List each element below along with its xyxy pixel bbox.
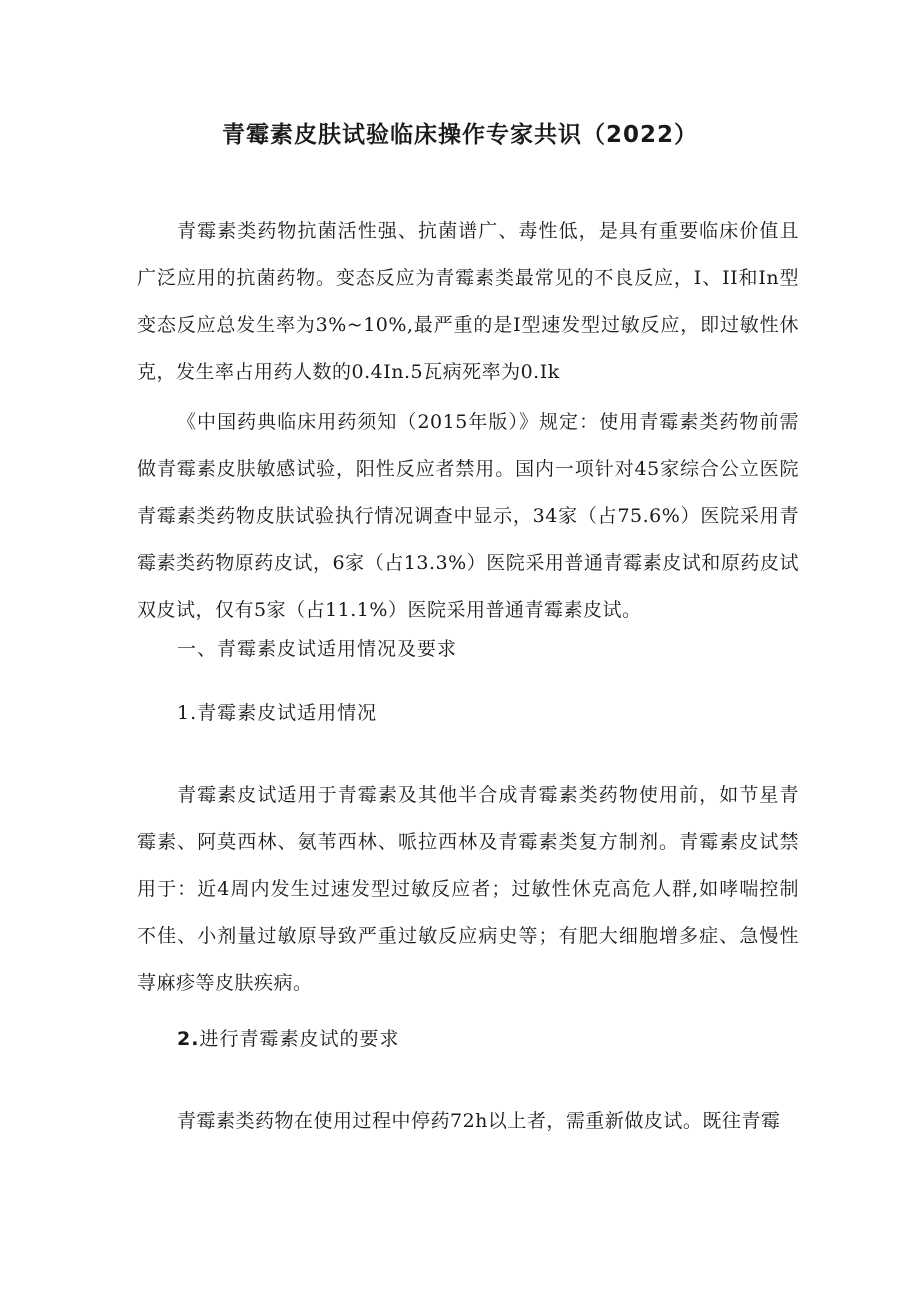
pharmacopoeia-paragraph: 《中国药典临床用药须知（2015年版）》规定：使用青霉素类药物前需做青霉素皮肤敏感试验，阳性反应者禁用。国内一项针对45家综合公立医院青霉素类药物皮肤试验执行情况调查中显示，34家（占75.6%）医院采用青霉素类药物原药皮试，6家（占13.3%）医院采用普通青霉素皮试和原药皮试双皮试，仅有5家（占11.1%）医院采用普通青霉素皮试。 [137,411,799,621]
subsection-heading-text: 进行青霉素皮试的要求 [199,1028,400,1050]
section-heading-1: 一、青霉素皮试适用情况及要求 [177,638,458,660]
document-title: 青霉素皮肤试验临床操作专家共识（2022） [221,122,698,148]
subsection-number: 2. [177,1028,200,1050]
indications-paragraph: 青霉素皮试适用于青霉素及其他半合成青霉素类药物使用前，如节星青霉素、阿莫西林、氨苇西林、哌拉西林及青霉素类复方制剂。青霉素皮试禁用于：近4周内发生过速发型过敏反应者；过敏性休克高危人群,如哮喘控制不佳、小剂量过敏原导致严重过敏反应病史等；有肥大细胞增多症、急慢性荨麻疹等皮肤疾病。 [137,784,799,994]
subsection-heading-1-2 [177,1024,399,1054]
subsection-heading-1-1: 1.青霉素皮试适用情况 [177,702,378,724]
intro-paragraph: 青霉素类药物抗菌活性强、抗菌谱广、毒性低，是具有重要临床价值且广泛应用的抗菌药物。变态反应为青霉素类最常见的不良反应，I、II和In型变态反应总发生率为3%~10%,最严重的是I型速发型过敏反应，即过敏性休克，发生率占用药人数的0.4In.5瓦病死率为0.Ik [137,220,799,383]
requirements-paragraph: 青霉素类药物在使用过程中停药72h以上者，需重新做皮试。既往青霉 [177,1110,781,1132]
